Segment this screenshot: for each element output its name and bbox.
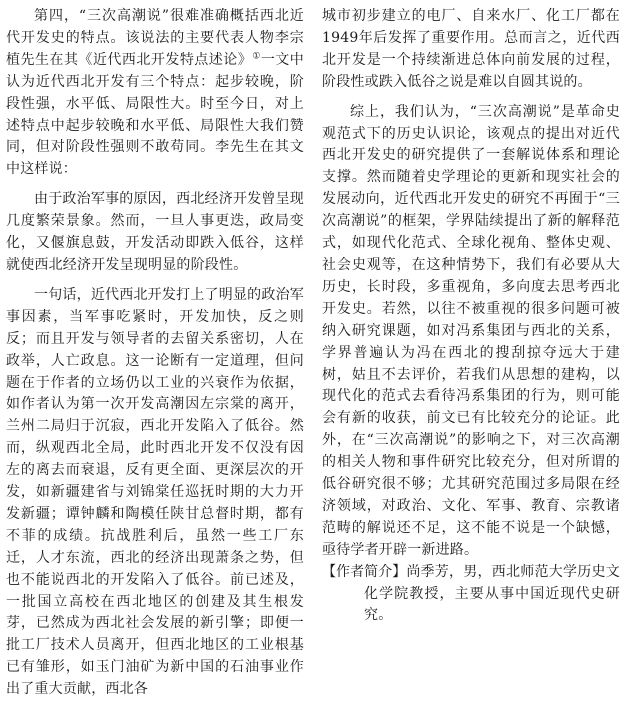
spacer — [322, 94, 620, 102]
footnote-marker: ① — [252, 51, 261, 62]
paragraph-text: 第四，“三次高潮说”很难准确概括西北近代开发史的特点。该说法的主要代表人物李宗植先生在其《近代西北开发特点述论》 — [6, 8, 304, 68]
paragraph-analysis: 一句话，近代西北开发打上了明显的政治军事因素，当军事吃紧时，开发加快，反之则反；而且开发与领导者的去留关系密切，人在政举，人亡政息。这一论断有一定道理，但问题在于作者的立场仍以工业的兴衰作为依据，如作者认为第一次开发高潮因左宗棠的离开，兰州二局归于沉寂，西北开发陷入了低谷。然而，纵观西北全局，此时西北开发不仅没有因左的离去而衰退，反有更全面、更深层次的开发，如新疆建省与刘锦棠任巡抚时期的大力开发新疆；谭钟麟和陶模任陕甘总督时期，都有不菲的成绩。抗战胜利后，虽然一些工厂东迁，人才东流，西北的经济出现萧条之势，但也不能说西北的开发陷入了低谷。前已述及，一批国立高校在西北地区的创建及其生根发芽，已然成为西北社会发展的新引擎；即便一批工厂技术人员离开，但西北地区的工业根基已有雏形，如玉门油矿为新中国的石油事业作出了重大贡献，西北各 — [6, 286, 304, 698]
spacer — [6, 181, 304, 189]
author-bio — [322, 562, 620, 628]
spacer — [6, 277, 304, 285]
paragraph-fourth-point — [6, 6, 304, 181]
paragraph-text: 一文中认为近代西北开发有三个特点：起步较晚，阶段性强，水平低、局限性大。时至今日，对上述特点中起步较晚和水平低、局限性大我们赞同，但对阶段性强则不敢苟同。李先生在其文中这样说： — [6, 51, 304, 178]
paragraph-analysis-continued: 城市初步建立的电厂、自来水厂、化工厂都在1949年后发挥了重要作用。总而言之，近代西北开发是一个持续渐进总体向前发展的过程，阶段性或跌入低谷之说是难以自圆其说的。 — [322, 8, 620, 90]
right-column — [322, 6, 620, 627]
author-bio-text: 尚季芳，男，西北师范大学历史文化学院教授，主要从事中国近现代史研究。 — [364, 563, 621, 624]
author-bio-label: 【作者简介】 — [322, 563, 407, 580]
block-quote: 由于政治军事的原因，西北经济开发曾呈现几度繁荣景象。然而，一旦人事更迭，政局变化，又偃旗息鼓，开发活动即跌入低谷，这样就使西北经济开发呈现明显的阶段性。 — [6, 191, 304, 273]
paragraph-conclusion: 综上，我们认为，“三次高潮说”是革命史观范式下的历史认识论，该观点的提出对近代西北开发史的研究提供了一套解说体系和理论支撑。然而随着史学理论的更新和现实社会的发展动向，近代西北开发史的研究不再囿于“三次高潮说”的框架，学界陆续提出了新的解释范式，如现代化范式、全球化视角、整体史观、社会史观等，在这种情势下，我们有必要从大历史，长时段，多重视角，多向度去思考西北开发史。若然，以往不被重视的很多问题可被纳入研究课题，如对冯系集团与西北的关系，学界普遍认为冯在西北的搜刮掠夺远大于建树，姑且不去评价，若我们从思想的建构，以现代化的范式去看待冯系集团的行为，则可能会有新的收获，前文已有比较充分的论证。此外，在“三次高潮说”的影响之下，对三次高潮的相关人物和事件研究比较充分，但对所谓的低谷研究很不够；尤其研究范围过多局限在经济领域，对政治、文化、军事、教育、宗教诸范畴的解说还不足，这不能不说是一个缺憾，亟待学者开辟一新进路。 — [322, 103, 620, 558]
left-column — [6, 6, 304, 701]
